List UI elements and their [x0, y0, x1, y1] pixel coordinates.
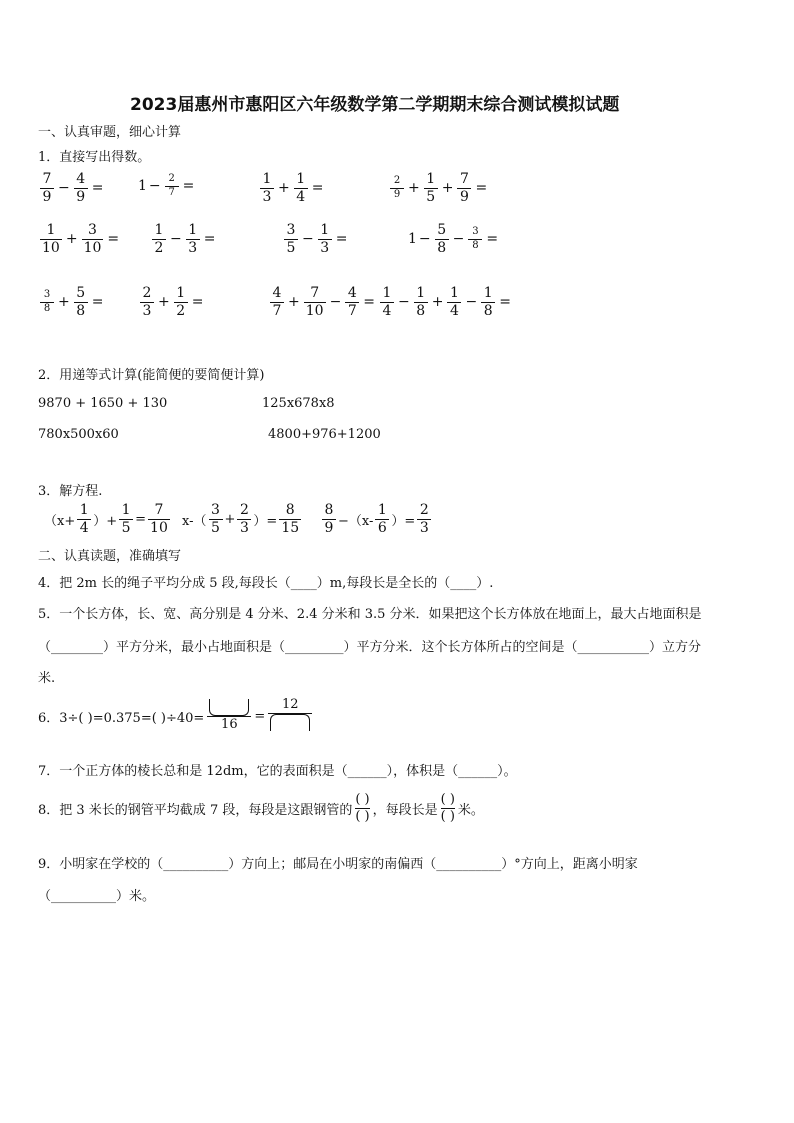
- q7-text: 7．一个正方体的棱长总和是 12dm，它的表面积是（______），体积是（______）。: [38, 764, 517, 779]
- fraction: $\frac{1}{4}$: [447, 286, 461, 318]
- fraction: $\frac{1}{4}$: [294, 172, 308, 204]
- q1-label: 1．直接写出得数。: [38, 150, 151, 165]
- q2-expr-2: 125x678x8: [262, 396, 335, 411]
- q1-r1-c: $\frac{1}{3}$ + $\frac{1}{4}$ =: [258, 172, 325, 204]
- fraction: $\frac{2}{7}$: [165, 174, 179, 198]
- fraction: $\frac{7}{9}$: [40, 172, 54, 204]
- fraction-blank-denominator: 12: [268, 697, 312, 735]
- fraction: $\frac{1}{8}$: [481, 286, 495, 318]
- fraction: $\frac{8}{9}$: [322, 503, 336, 535]
- q5-line-3: 米.: [38, 671, 56, 686]
- q1-r3-b: $\frac{2}{3}$ + $\frac{1}{2}$ =: [138, 286, 205, 318]
- fraction: $\frac{3}{8}$: [468, 227, 482, 251]
- fraction: $\frac{1}{3}$: [318, 223, 332, 255]
- q2-expr-4: 4800+976+1200: [268, 427, 381, 442]
- q3-eq-2: x-（ $\frac{3}{5}$ + $\frac{2}{3}$ ）= $\frac{8}{15}$: [182, 502, 300, 536]
- fraction: $\frac{1}{4}$: [380, 286, 394, 318]
- q1-r3-a: $\frac{3}{8}$ + $\frac{5}{8}$ =: [38, 286, 105, 318]
- fraction: $\frac{7}{9}$: [457, 172, 471, 204]
- fraction: $\frac{8}{15}$: [281, 502, 300, 536]
- fraction: $\frac{1}{10}$: [42, 222, 60, 256]
- q2-label: 2．用递等式计算(能简便的要简便计算): [38, 368, 265, 383]
- fraction-blank: $\frac{( )}{( )}$: [440, 792, 455, 824]
- q1-r3-d: $\frac{1}{4}$ − $\frac{1}{8}$ + $\frac{1}{4}$ − $\frac{1}{8}$ =: [378, 286, 513, 318]
- fraction: $\frac{3}{8}$: [40, 290, 54, 314]
- fraction: $\frac{1}{3}$: [260, 172, 274, 204]
- fraction: $\frac{2}{3}$: [237, 503, 251, 535]
- section-1-heading: 一、认真审题，细心计算: [38, 125, 182, 140]
- q5-line-1: 5．一个长方体，长、宽、高分别是 4 分米、2.4 分米和 3.5 分米．如果把这个长方体放在地面上，最大占地面积是: [38, 607, 702, 622]
- fraction: $\frac{2}{9}$: [390, 176, 404, 200]
- fraction: $\frac{7}{10}$: [150, 502, 168, 536]
- q3-eq-1: （x+ $\frac{1}{4}$ ）+ $\frac{1}{5}$ = $\frac{7}{10}$: [44, 502, 168, 536]
- q3-label: 3．解方程.: [38, 484, 103, 499]
- fraction-blank-numerator: 16: [207, 699, 251, 733]
- q1-r1-a: $\frac{7}{9}$ − $\frac{4}{9}$ =: [38, 172, 105, 204]
- fraction: $\frac{3}{5}$: [209, 503, 223, 535]
- fraction: $\frac{2}{3}$: [140, 286, 154, 318]
- q1-r2-c: $\frac{3}{5}$ − $\frac{1}{3}$ =: [282, 223, 349, 255]
- fraction: $\frac{4}{9}$: [74, 172, 88, 204]
- fraction: $\frac{1}{3}$: [186, 223, 200, 255]
- q1-r2-b: $\frac{1}{2}$ − $\frac{1}{3}$ =: [150, 223, 217, 255]
- fraction: $\frac{1}{2}$: [152, 223, 166, 255]
- q1-r2-d: 1 − $\frac{5}{8}$ − $\frac{3}{8}$ =: [408, 222, 499, 256]
- fraction: $\frac{4}{7}$: [270, 286, 284, 318]
- fraction: $\frac{1}{5}$: [424, 172, 438, 204]
- q9-line-2: （__________）米。: [38, 889, 156, 904]
- fraction: $\frac{4}{7}$: [345, 286, 359, 318]
- q1-r2-a: $\frac{1}{10}$ + $\frac{3}{10}$ =: [42, 222, 120, 256]
- q1-r1-b: 1 − $\frac{2}{7}$ =: [138, 173, 195, 198]
- fraction: $\frac{3}{5}$: [284, 223, 298, 255]
- q6-expr: 6．3÷( )=0.375=( )÷40= 16 = 12: [38, 697, 315, 735]
- q2-expr-1: 9870 + 1650 + 130: [38, 396, 168, 411]
- section-2-heading: 二、认真读题，准确填写: [38, 549, 182, 564]
- q1-r3-c: $\frac{4}{7}$ + $\frac{7}{10}$ − $\frac{4}{7}$ =: [268, 286, 377, 318]
- fraction: $\frac{1}{6}$: [375, 503, 389, 535]
- q9-line-1: 9．小明家在学校的（__________）方向上；邮局在小明家的南偏西（__________）°方向上，距离小明家: [38, 857, 638, 872]
- fraction: $\frac{1}{5}$: [119, 503, 133, 535]
- q4-text: 4．把 2m 长的绳子平均分成 5 段,每段长（____）m,每段长是全长的（____）.: [38, 576, 494, 591]
- fraction-blank: $\frac{( )}{( )}$: [355, 792, 370, 824]
- fraction: $\frac{1}{2}$: [174, 286, 188, 318]
- fraction: $\frac{1}{4}$: [77, 503, 91, 535]
- fraction: $\frac{1}{8}$: [414, 286, 428, 318]
- q2-expr-3: 780x500x60: [38, 427, 119, 442]
- fraction: $\frac{5}{8}$: [74, 286, 88, 318]
- q1-r1-d: $\frac{2}{9}$ + $\frac{1}{5}$ + $\frac{7}{9}$ =: [388, 172, 489, 204]
- fraction: $\frac{5}{8}$: [435, 223, 449, 255]
- fraction: $\frac{2}{3}$: [417, 503, 431, 535]
- q5-line-2: （________）平方分米，最小占地面积是（_________）平方分米．这个长方体所占的空间是（___________）立方分: [38, 640, 702, 655]
- q8-expr: 8．把 3 米长的钢管平均截成 7 段，每段是这跟钢管的 $\frac{( )}{( )}$ ，每段长是 $\frac{( )}{( )}$ 米。: [38, 792, 484, 824]
- q3-eq-3: $\frac{8}{9}$ −（x- $\frac{1}{6}$ ）= $\frac{2}{3}$: [320, 503, 433, 535]
- fraction: $\frac{3}{10}$: [83, 222, 102, 256]
- page-title: 2023届惠州市惠阳区六年级数学第二学期期末综合测试模拟试题: [130, 95, 620, 115]
- fraction: $\frac{7}{10}$: [305, 285, 324, 319]
